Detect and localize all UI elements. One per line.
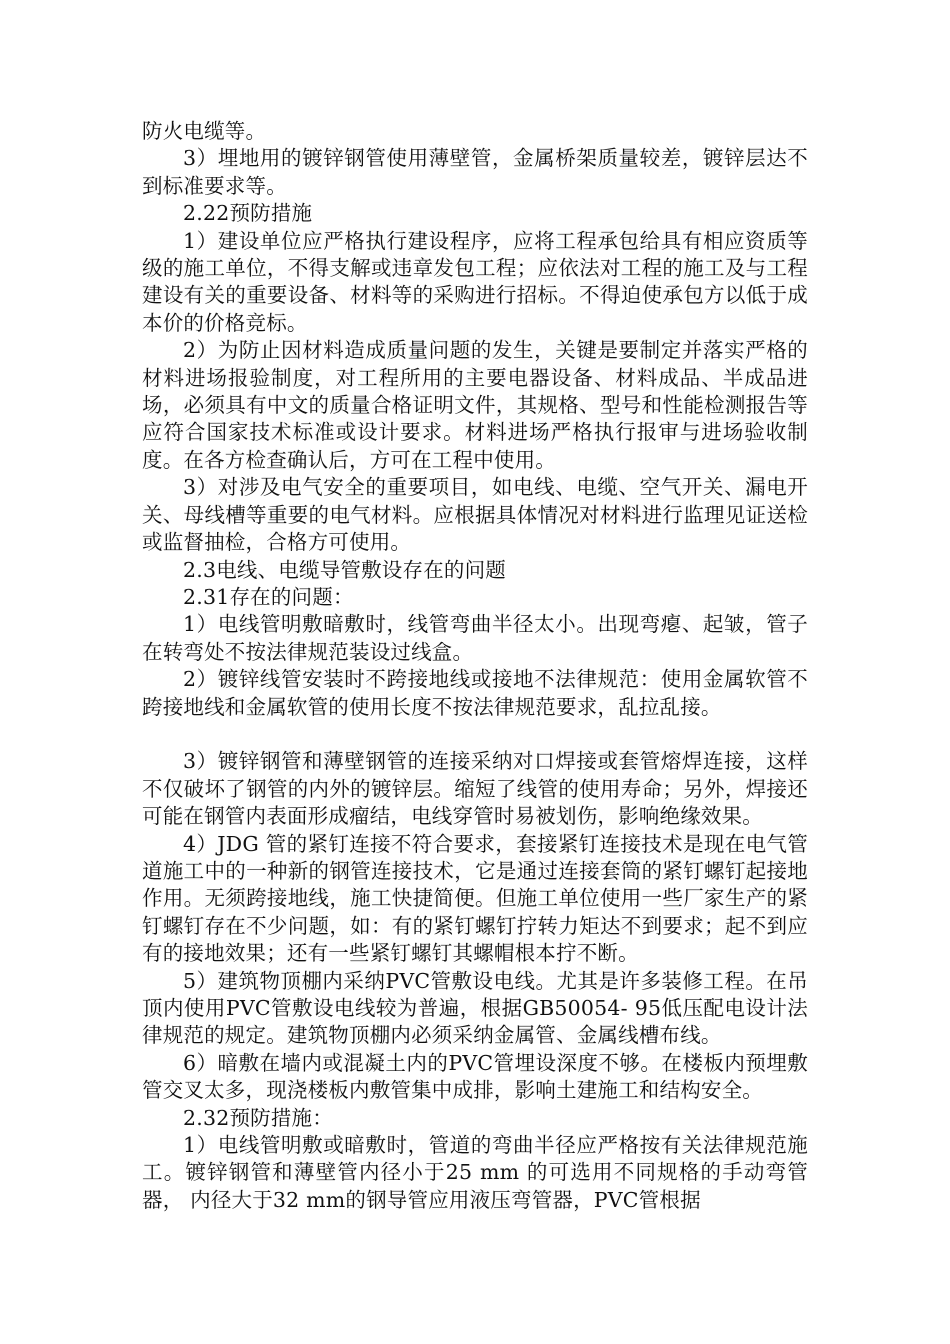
paragraph-continuation: 防火电缆等。 [142,119,267,143]
paragraph-problem-3: 3）镀锌钢管和薄壁钢管的连接采纳对口焊接或套管熔焊连接，这样不仅破坏了钢管的内外的镀锌层。缩短了线管的使用寿命；另外，焊接还可能在钢管内表面形成瘤结，电线穿管时易被划伤，影响绝缘效果。 [142,749,808,829]
paragraph-problem-2: 2）镀锌线管安装时不跨接地线或接地不法律规范：使用金属软管不跨接地线和金属软管的使用长度不按法律规范要求，乱拉乱接。 [142,667,808,719]
section-heading-2-3: 2.3电线、电缆导管敷设存在的问题 [183,557,507,582]
document-body [142,118,808,1214]
paragraph-problem-1: 1）电线管明敷暗敷时，线管弯曲半径太小。出现弯瘪、起皱，管子在转弯处不按法律规范装设过线盒。 [142,612,808,664]
paragraph-problem-6: 6）暗敷在墙内或混凝土内的PVC管埋设深度不够。在楼板内预埋敷管交叉太多，现浇楼板内敷管集中成排，影响土建施工和结构安全。 [142,1050,808,1103]
section-heading-2-22: 2.22预防措施 [183,201,313,226]
paragraph-measure-3: 3）对涉及电气安全的重要项目，如电线、电缆、空气开关、漏电开关、母线槽等重要的电气材料。应根据具体情况对材料进行监理见证送检或监督抽检，合格方可使用。 [142,475,808,555]
paragraph-prevention-1: 1）电线管明敷或暗敷时，管道的弯曲半径应严格按有关法律规范施工。镀锌钢管和薄壁管内径小于25 mm 的可选用不同规格的手动弯管器， 内径大于32 mm的钢导管应用液压弯管器，PVC管根据 [142,1133,808,1212]
paragraph-measure-2: 2）为防止因材料造成质量问题的发生，关键是要制定并落实严格的材料进场报验制度，对工程所用的主要电器设备、材料成品、半成品进场，必须具有中文的质量合格证明文件，其规格、型号和性能检测报告等应符合国家技术标准或设计要求。材料进场严格执行报审与进场验收制度。在各方检查确认后，方可在工程中使用。 [142,338,808,472]
paragraph-problem-4: 4）JDG 管的紧钉连接不符合要求，套接紧钉连接技术是现在电气管道施工中的一种新的钢管连接技术，它是通过连接套筒的紧钉螺钉起接地作用。无须跨接地线，施工快捷简便。但施工单位使用一些厂家生产的紧钉螺钉存在不少问题，如：有的紧钉螺钉拧转力矩达不到要求；起不到应有的接地效果；还有一些紧钉螺钉其螺帽根本拧不断。 [142,831,808,966]
paragraph-item-3-galvanized-pipe: 3）埋地用的镀锌钢管使用薄壁管，金属桥架质量较差，镀锌层达不到标准要求等。 [142,146,808,198]
section-heading-2-32: 2.32预防措施： [183,1105,333,1130]
paragraph-problem-5: 5）建筑物顶棚内采纳PVC管敷设电线。尤其是许多装修工程。在吊顶内使用PVC管敷设电线较为普遍，根据GB50054- 95低压配电设计法律规范的规定。建筑物顶棚内必须采纳金属管、金属线槽布线。 [142,968,808,1048]
paragraph-measure-1: 1）建设单位应严格执行建设程序，应将工程承包给具有相应资质等级的施工单位，不得支解或违章发包工程；应依法对工程的施工及与工程建设有关的重要设备、材料等的采购进行招标。不得迫使承包方以低于成本价的价格竞标。 [142,228,808,335]
section-heading-2-31: 2.31存在的问题： [183,584,354,609]
